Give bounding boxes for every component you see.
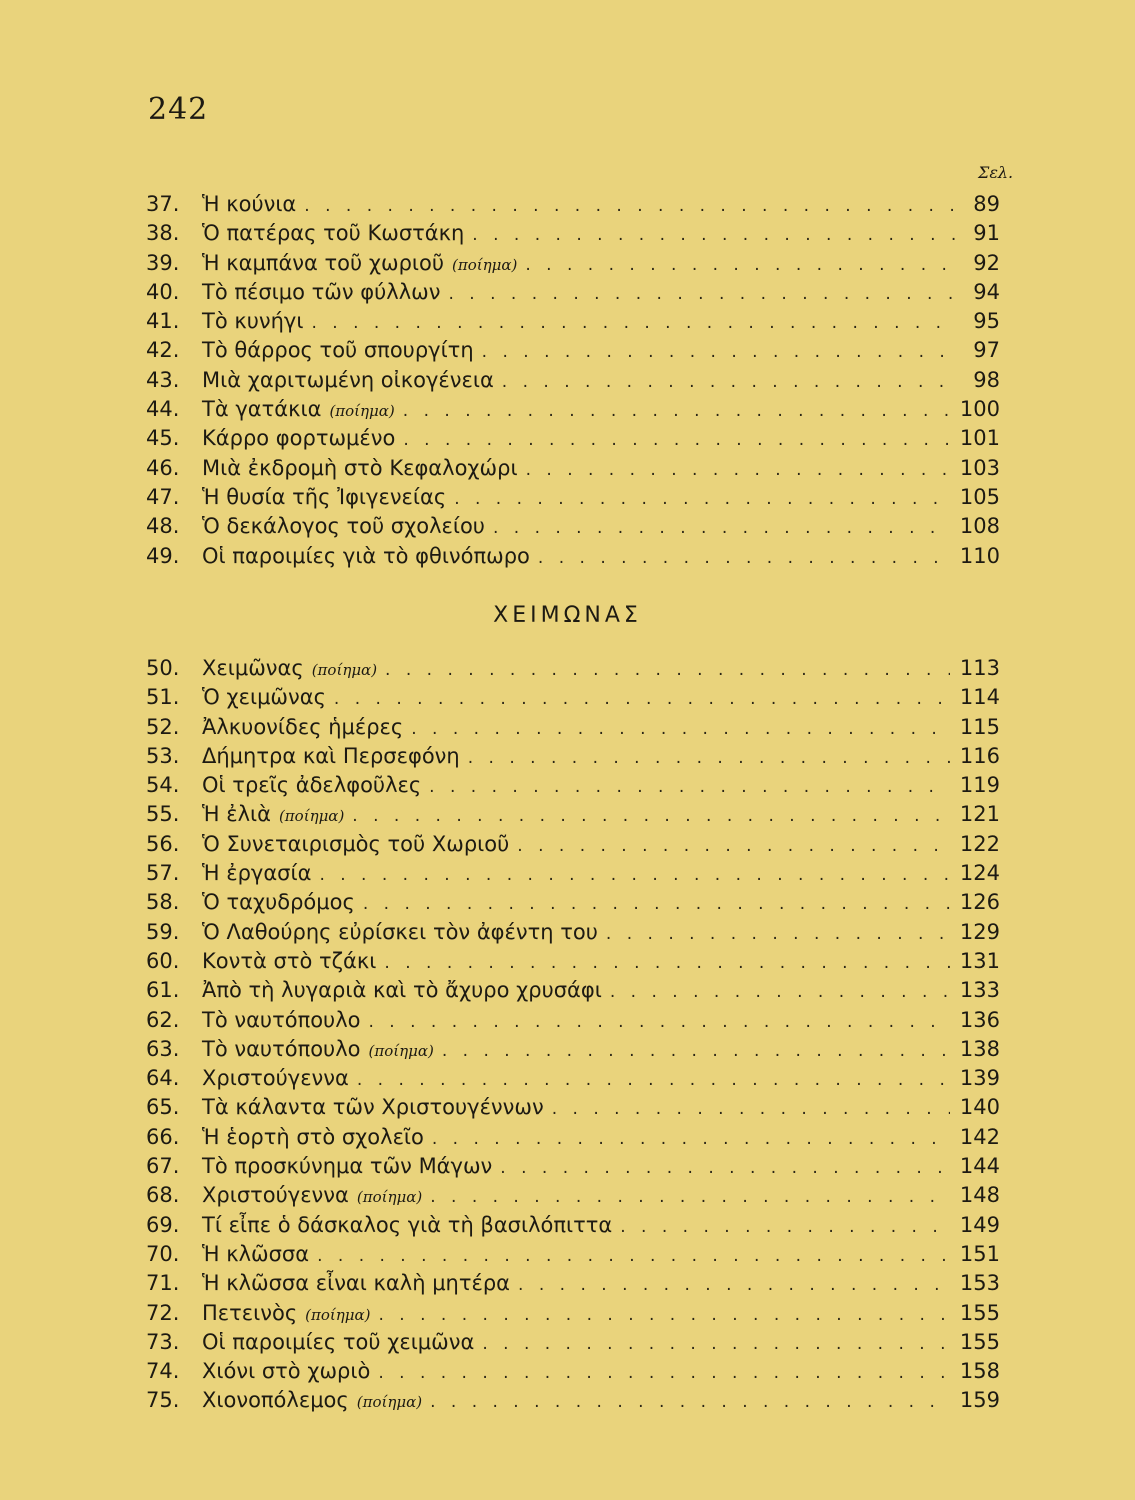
toc-entry bbox=[146, 192, 1000, 221]
entry-number: 42. bbox=[146, 338, 180, 363]
dot-leader bbox=[430, 1392, 950, 1412]
entry-title: Ὁ Λαθούρης εὐρίσκει τὸν ἀφέντη του bbox=[202, 919, 598, 944]
toc-entry bbox=[146, 514, 1000, 543]
entry-note: (ποίημα) bbox=[329, 402, 395, 421]
toc-entry bbox=[146, 251, 1000, 280]
entry-number: 41. bbox=[146, 309, 180, 334]
dot-leader bbox=[319, 865, 949, 885]
toc-entry bbox=[146, 685, 1000, 714]
page-number: 242 bbox=[148, 92, 209, 127]
entry-page: 155 bbox=[959, 1329, 1000, 1354]
dot-leader bbox=[620, 1217, 950, 1237]
dot-leader bbox=[378, 1363, 950, 1383]
entry-number: 49. bbox=[146, 543, 180, 568]
entry-title: Ὁ πατέρας τοῦ Κωστάκη bbox=[202, 221, 465, 246]
entry-title: Τὸ προσκύνημα τῶν Μάγων bbox=[202, 1154, 493, 1179]
entry-title: Χιονοπόλεμος bbox=[202, 1388, 349, 1413]
entry-page: 95 bbox=[973, 309, 1000, 334]
dot-leader bbox=[482, 1334, 950, 1354]
toc-list-autumn bbox=[146, 192, 1000, 573]
entry-page: 142 bbox=[959, 1124, 1000, 1149]
dot-leader bbox=[311, 313, 956, 333]
toc-entry bbox=[146, 1388, 1000, 1417]
toc-entry bbox=[146, 338, 1000, 367]
toc-entry bbox=[146, 1213, 1000, 1242]
dot-leader bbox=[552, 1099, 950, 1119]
entry-page: 159 bbox=[959, 1388, 1000, 1413]
entry-number: 37. bbox=[146, 192, 180, 216]
dot-leader bbox=[429, 777, 950, 797]
entry-title: Ἡ κούνια bbox=[202, 192, 297, 216]
toc-entry bbox=[146, 1183, 1000, 1212]
entry-title: Ὁ δεκάλογος τοῦ σχολείου bbox=[202, 514, 485, 539]
entry-number: 65. bbox=[146, 1095, 180, 1120]
entry-title: Ἡ κλῶσσα εἶναι καλὴ μητέρα bbox=[202, 1271, 511, 1296]
toc-entry bbox=[146, 1154, 1000, 1183]
entry-number: 50. bbox=[146, 656, 180, 680]
entry-page: 97 bbox=[973, 338, 1000, 363]
dot-leader bbox=[525, 255, 956, 275]
entry-number: 72. bbox=[146, 1300, 180, 1325]
entry-page: 103 bbox=[959, 455, 1000, 480]
entry-page: 136 bbox=[959, 1007, 1000, 1032]
toc-entry bbox=[146, 485, 1000, 514]
entry-page: 148 bbox=[959, 1183, 1000, 1208]
entry-number: 64. bbox=[146, 1066, 180, 1091]
entry-page: 101 bbox=[959, 426, 1000, 451]
toc-entry bbox=[146, 1066, 1000, 1095]
entry-title: Κοντὰ στὸ τζάκι bbox=[202, 948, 377, 973]
entry-title: Χιόνι στὸ χωριὸ bbox=[202, 1359, 371, 1384]
entry-page: 94 bbox=[973, 279, 1000, 304]
entry-number: 67. bbox=[146, 1154, 180, 1179]
toc-entry bbox=[146, 949, 1000, 978]
entry-page: 105 bbox=[959, 484, 1000, 509]
entry-number: 43. bbox=[146, 367, 180, 392]
dot-leader bbox=[352, 806, 950, 826]
toc-list-winter bbox=[146, 656, 1000, 1418]
entry-page: 151 bbox=[959, 1241, 1000, 1266]
dot-leader bbox=[411, 719, 950, 739]
toc-entry bbox=[146, 802, 1000, 831]
entry-page: 110 bbox=[959, 543, 1000, 568]
toc-entry bbox=[146, 1125, 1000, 1154]
entry-page: 119 bbox=[959, 773, 1000, 798]
entry-page: 144 bbox=[959, 1154, 1000, 1179]
entry-title: Χριστούγεννα bbox=[202, 1183, 349, 1208]
entry-title: Ὁ Συνεταιρισμὸς τοῦ Χωριοῦ bbox=[202, 831, 510, 856]
entry-number: 48. bbox=[146, 514, 180, 539]
dot-leader bbox=[448, 284, 956, 304]
entry-page: 140 bbox=[959, 1095, 1000, 1120]
entry-page: 98 bbox=[973, 367, 1000, 392]
dot-leader bbox=[304, 196, 956, 216]
entry-title: Τὰ κάλαντα τῶν Χριστουγέννων bbox=[202, 1095, 544, 1120]
dot-leader bbox=[610, 982, 950, 1002]
entry-title: Ἀπὸ τὴ λυγαριὰ καὶ τὸ ἄχυρο χρυσάφι bbox=[202, 978, 602, 1003]
entry-number: 52. bbox=[146, 714, 180, 739]
entry-title: Τὸ πέσιμο τῶν φύλλων bbox=[202, 279, 441, 304]
entry-number: 38. bbox=[146, 221, 180, 246]
toc-entry bbox=[146, 544, 1000, 573]
toc-entry bbox=[146, 715, 1000, 744]
entry-number: 70. bbox=[146, 1241, 180, 1266]
entry-note: (ποίημα) bbox=[356, 1188, 423, 1207]
entry-note: (ποίημα) bbox=[278, 807, 345, 826]
toc-entry bbox=[146, 656, 1000, 685]
entry-title: Ἡ κλῶσσα bbox=[202, 1241, 310, 1266]
toc-entry bbox=[146, 280, 1000, 309]
dot-leader bbox=[482, 342, 956, 362]
toc-entry bbox=[146, 1095, 1000, 1124]
entry-page: 122 bbox=[959, 831, 1000, 856]
entry-page: 108 bbox=[959, 514, 1000, 539]
toc-entry bbox=[146, 744, 1000, 773]
dot-leader bbox=[430, 1187, 950, 1207]
dot-leader bbox=[502, 372, 956, 392]
entry-title: Χριστούγεννα bbox=[202, 1066, 349, 1091]
dot-leader bbox=[317, 1246, 950, 1266]
entry-number: 40. bbox=[146, 279, 180, 304]
dot-leader bbox=[363, 894, 950, 914]
toc-entry bbox=[146, 1330, 1000, 1359]
entry-page: 113 bbox=[959, 656, 1000, 680]
entry-number: 47. bbox=[146, 484, 180, 509]
entry-number: 73. bbox=[146, 1329, 180, 1354]
toc-entry bbox=[146, 456, 1000, 485]
entry-number: 59. bbox=[146, 919, 180, 944]
toc-entry bbox=[146, 1359, 1000, 1388]
entry-title: Ἀλκυονίδες ἡμέρες bbox=[202, 714, 404, 739]
entry-number: 54. bbox=[146, 773, 180, 798]
toc-entry bbox=[146, 1271, 1000, 1300]
entry-page: 139 bbox=[959, 1066, 1000, 1091]
dot-leader bbox=[526, 460, 950, 480]
entry-page: 116 bbox=[959, 743, 1000, 768]
dot-leader bbox=[384, 953, 950, 973]
entry-number: 44. bbox=[146, 397, 180, 422]
entry-title: Κάρρο φορτωμένο bbox=[202, 426, 396, 451]
toc-entry bbox=[146, 368, 1000, 397]
entry-title: Ἡ ἐργασία bbox=[202, 861, 312, 886]
entry-page: 89 bbox=[973, 192, 1000, 216]
entry-page: 114 bbox=[959, 685, 1000, 710]
entry-note: (ποίημα) bbox=[305, 1305, 371, 1324]
toc-entry bbox=[146, 890, 1000, 919]
entry-title: Ἡ ἑορτὴ στὸ σχολεῖο bbox=[202, 1124, 424, 1149]
entry-title: Μιὰ ἐκδρομὴ στὸ Κεφαλοχώρι bbox=[202, 455, 518, 480]
entry-page: 121 bbox=[959, 802, 1000, 827]
entry-number: 46. bbox=[146, 455, 180, 480]
toc-entry bbox=[146, 832, 1000, 861]
dot-leader bbox=[403, 401, 950, 421]
entry-note: (ποίημα) bbox=[452, 255, 518, 274]
entry-number: 61. bbox=[146, 978, 180, 1003]
entry-number: 63. bbox=[146, 1036, 180, 1061]
toc-entry bbox=[146, 1008, 1000, 1037]
entry-title: Τί εἶπε ὁ δάσκαλος γιὰ τὴ βασιλόπιττα bbox=[202, 1212, 613, 1237]
entry-page: 100 bbox=[959, 397, 1000, 422]
entry-number: 68. bbox=[146, 1183, 180, 1208]
entry-number: 71. bbox=[146, 1271, 180, 1296]
toc-entry bbox=[146, 861, 1000, 890]
dot-leader bbox=[500, 1158, 950, 1178]
entry-title: Τὸ ναυτόπουλο bbox=[202, 1007, 361, 1032]
toc-entry bbox=[146, 1242, 1000, 1271]
entry-note: (ποίημα) bbox=[356, 1393, 423, 1412]
entry-number: 55. bbox=[146, 802, 180, 827]
entry-page: 133 bbox=[959, 978, 1000, 1003]
entry-page: 155 bbox=[959, 1300, 1000, 1325]
entry-number: 58. bbox=[146, 890, 180, 915]
entry-number: 45. bbox=[146, 426, 180, 451]
entry-title: Τὸ θάρρος τοῦ σπουργίτη bbox=[202, 338, 474, 363]
entry-title: Ἡ καμπάνα τοῦ χωριοῦ bbox=[202, 250, 445, 275]
dot-leader bbox=[538, 548, 950, 568]
toc-entry bbox=[146, 1037, 1000, 1066]
entry-number: 51. bbox=[146, 685, 180, 710]
entry-number: 75. bbox=[146, 1388, 180, 1413]
entry-page: 153 bbox=[959, 1271, 1000, 1296]
entry-title: Οἱ παροιμίες τοῦ χειμῶνα bbox=[202, 1329, 475, 1354]
entry-note: (ποίημα) bbox=[311, 661, 378, 679]
entry-number: 60. bbox=[146, 948, 180, 973]
dot-leader bbox=[368, 1012, 949, 1032]
entry-title: Ἡ ἐλιὰ bbox=[202, 802, 271, 827]
entry-title: Τὸ κυνήγι bbox=[202, 309, 304, 334]
toc-entry bbox=[146, 920, 1000, 949]
dot-leader bbox=[493, 518, 950, 538]
entry-number: 62. bbox=[146, 1007, 180, 1032]
dot-leader bbox=[379, 1305, 950, 1325]
dot-leader bbox=[606, 924, 950, 944]
toc-entry bbox=[146, 221, 1000, 250]
entry-page: 124 bbox=[959, 861, 1000, 886]
section-heading: ΧΕΙΜΩΝΑΣ bbox=[493, 603, 642, 628]
entry-page: 131 bbox=[959, 948, 1000, 973]
dot-leader bbox=[403, 430, 950, 450]
page-column-label: Σελ. bbox=[978, 163, 1014, 182]
entry-number: 57. bbox=[146, 861, 180, 886]
toc-entry bbox=[146, 1301, 1000, 1330]
entry-page: 92 bbox=[973, 250, 1000, 275]
entry-title: Οἱ τρεῖς ἀδελφοῦλες bbox=[202, 773, 422, 798]
entry-number: 53. bbox=[146, 743, 180, 768]
entry-title: Τὸ ναυτόπουλο bbox=[202, 1036, 361, 1061]
entry-number: 56. bbox=[146, 831, 180, 856]
dot-leader bbox=[432, 1129, 950, 1149]
dot-leader bbox=[468, 748, 950, 768]
dot-leader bbox=[518, 1275, 950, 1295]
toc-entry bbox=[146, 309, 1000, 338]
dot-leader bbox=[454, 489, 950, 509]
entry-note: (ποίημα) bbox=[368, 1041, 434, 1060]
entry-page: 158 bbox=[959, 1359, 1000, 1384]
dot-leader bbox=[385, 660, 950, 680]
toc-entry bbox=[146, 397, 1000, 426]
toc-entry bbox=[146, 978, 1000, 1007]
toc-entry bbox=[146, 426, 1000, 455]
entry-title: Τὰ γατάκια bbox=[202, 397, 322, 422]
entry-title: Ἡ θυσία τῆς Ἰφιγενείας bbox=[202, 484, 447, 509]
entry-page: 126 bbox=[959, 890, 1000, 915]
dot-leader bbox=[442, 1041, 950, 1061]
dot-leader bbox=[334, 689, 950, 709]
entry-page: 91 bbox=[973, 221, 1000, 246]
entry-page: 149 bbox=[959, 1212, 1000, 1237]
entry-page: 129 bbox=[959, 919, 1000, 944]
entry-number: 74. bbox=[146, 1359, 180, 1384]
entry-title: Πετεινὸς bbox=[202, 1300, 298, 1325]
entry-title: Ὁ ταχυδρόμος bbox=[202, 890, 355, 915]
entry-number: 69. bbox=[146, 1212, 180, 1237]
entry-page: 138 bbox=[959, 1036, 1000, 1061]
entry-number: 39. bbox=[146, 250, 180, 275]
toc-entry bbox=[146, 773, 1000, 802]
entry-title: Οἱ παροιμίες γιὰ τὸ φθινόπωρο bbox=[202, 543, 530, 568]
entry-title: Χειμῶνας bbox=[202, 656, 304, 680]
dot-leader bbox=[357, 1070, 950, 1090]
dot-leader bbox=[517, 836, 950, 856]
entry-number: 66. bbox=[146, 1124, 180, 1149]
entry-title: Μιὰ χαριτωμένη οἰκογένεια bbox=[202, 367, 494, 392]
entry-page: 115 bbox=[959, 714, 1000, 739]
entry-title: Δήμητρα καὶ Περσεφόνη bbox=[202, 743, 460, 768]
dot-leader bbox=[472, 225, 956, 245]
entry-title: Ὁ χειμῶνας bbox=[202, 685, 326, 710]
